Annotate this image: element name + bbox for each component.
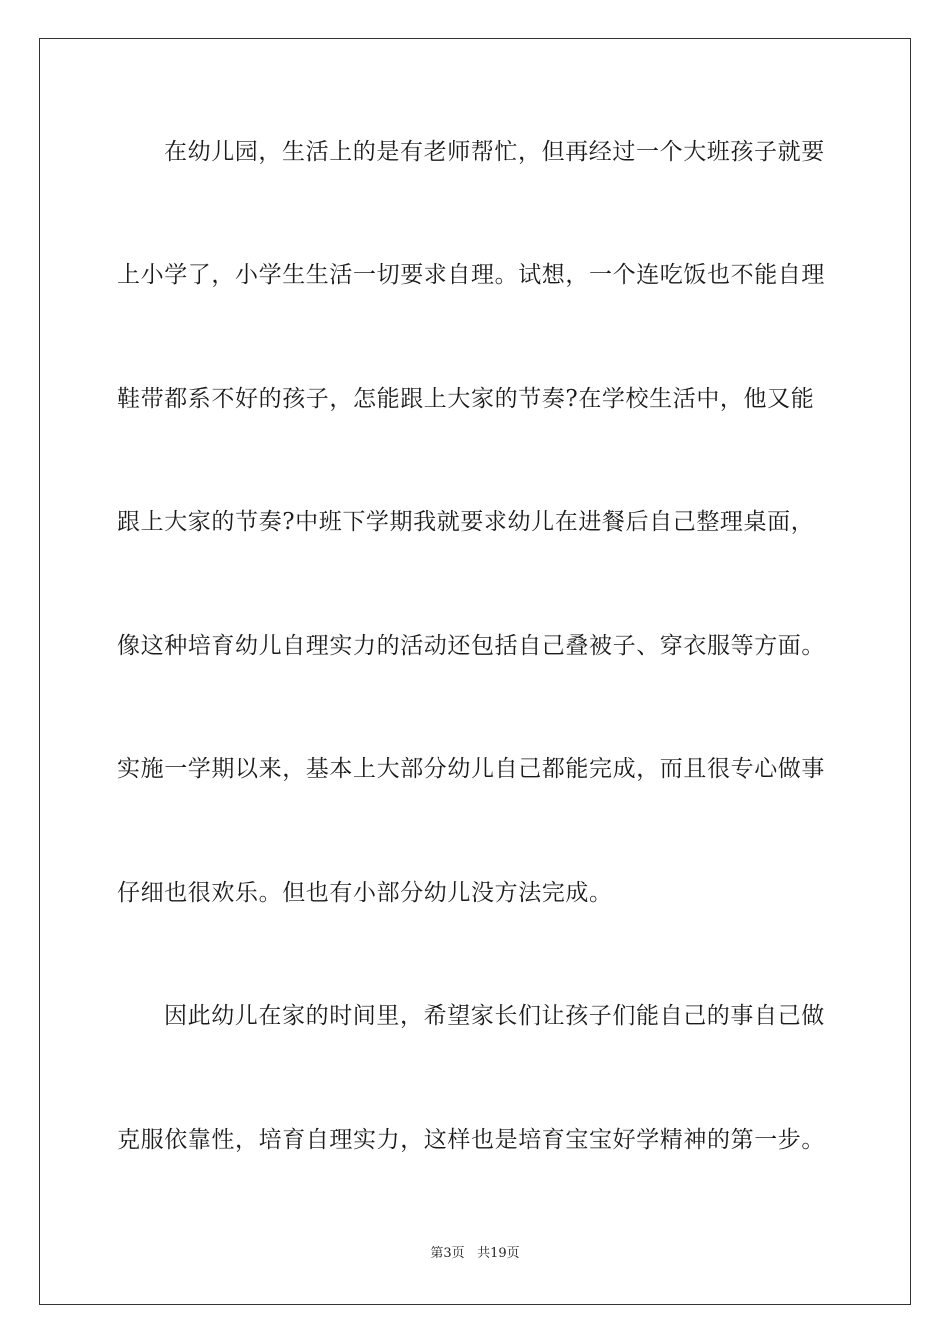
- paragraph-1-line-1: 在幼儿园，生活上的是有老师帮忙，但再经过一个大班孩子就要: [164, 139, 825, 165]
- paragraph-1-line-7: 仔细也很欢乐。但也有小部分幼儿没方法完成。: [117, 880, 613, 906]
- paragraph-1-line-4: 跟上大家的节奏?中班下学期我就要求幼儿在进餐后自己整理桌面，: [117, 509, 815, 535]
- paragraph-1-line-2: 上小学了，小学生生活一切要求自理。试想，一个连吃饭也不能自理: [117, 262, 825, 288]
- page-footer: [0, 1245, 950, 1263]
- paragraph-1-line-3: 鞋带都系不好的孩子，怎能跟上大家的节奏?在学校生活中，他又能: [117, 386, 815, 412]
- paragraph-1-line-5: 像这种培育幼儿自理实力的活动还包括自己叠被子、穿衣服等方面。: [117, 633, 825, 659]
- paragraph-1-line-6: 实施一学期以来，基本上大部分幼儿自己都能完成，而且很专心做事: [117, 756, 825, 782]
- paragraph-2-line-2: 克服依靠性，培育自理实力，这样也是培育宝宝好学精神的第一步。: [117, 1127, 825, 1153]
- paragraph-2-line-1: 因此幼儿在家的时间里，希望家长们让孩子们能自己的事自己做: [164, 1003, 825, 1029]
- page-border: [39, 38, 911, 1305]
- page-number: 第3页: [430, 1246, 465, 1261]
- page-total: 共19页: [477, 1246, 520, 1261]
